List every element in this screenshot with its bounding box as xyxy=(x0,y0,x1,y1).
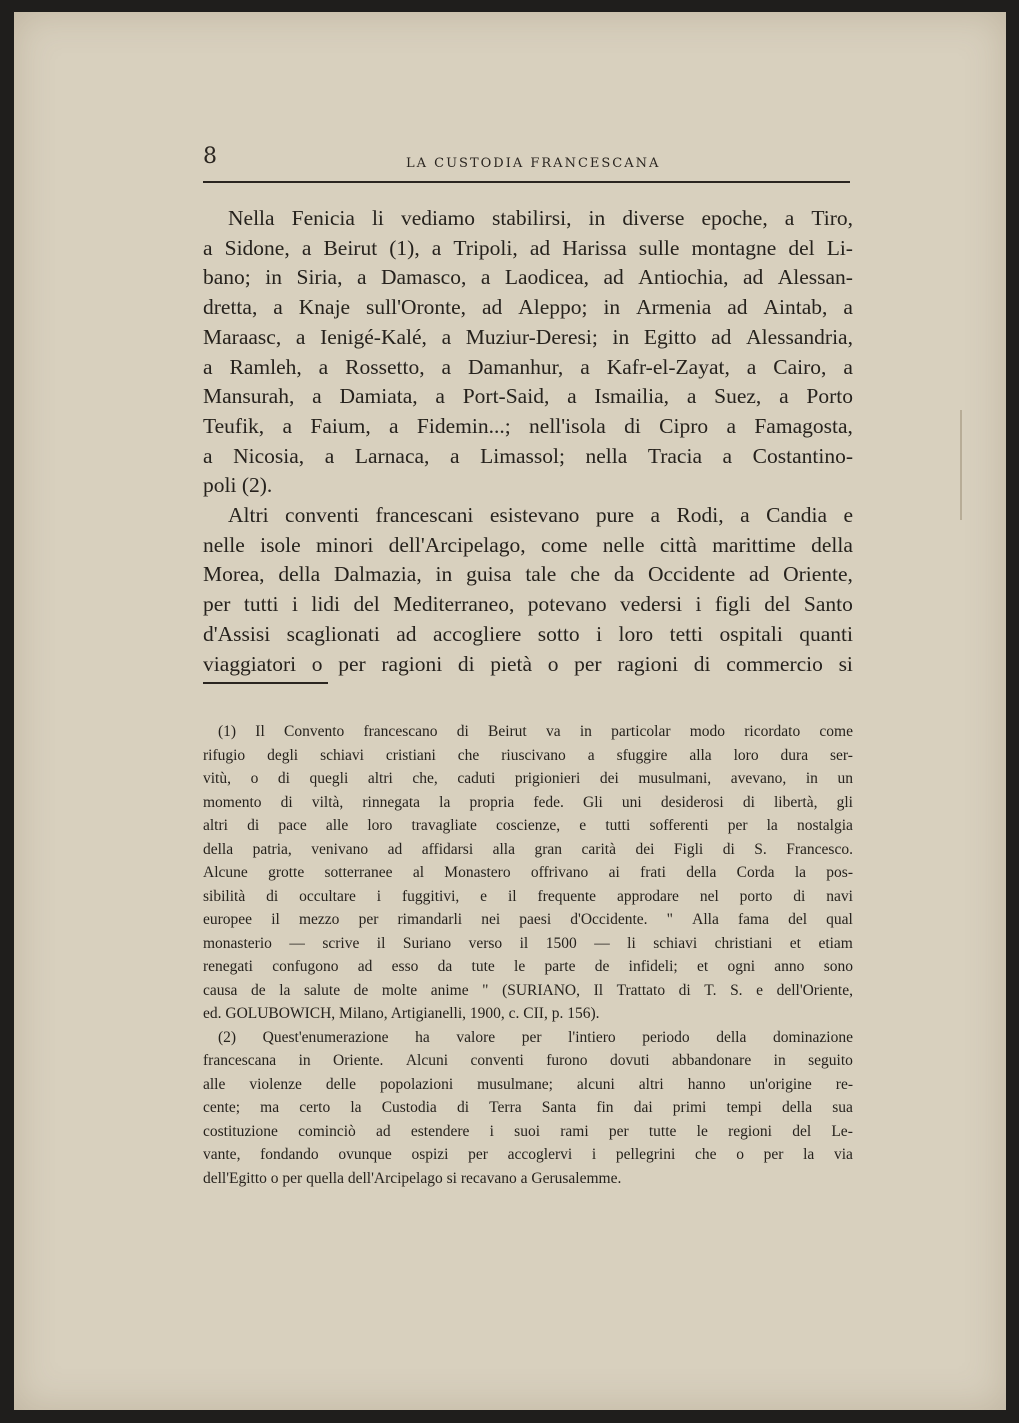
footnote-line: della patria, venivano ad affidarsi alla gran carità dei Figli di S. Francesco. xyxy=(203,840,853,858)
text-line: Maraasc, a Ienigé-Kalé, a Muziur-Deresi; in Egitto ad Alessandria, xyxy=(203,324,853,349)
footnote-line: (2) Quest'enumerazione ha valore per l'intiero periodo della dominazione xyxy=(218,1028,853,1046)
footnote-line: europee il mezzo per rimandarli nei paesi d'Occidente. " Alla fama del qual xyxy=(203,911,853,928)
footnotes xyxy=(203,720,853,1190)
footnote-line: dell'Egitto o per quella dell'Arcipelago si recavano a Gerusalemme. xyxy=(203,1169,622,1187)
text-line: Morea, della Dalmazia, in guisa tale che da Occidente ad Oriente, xyxy=(203,562,853,587)
header-rule xyxy=(203,181,850,183)
footnote-line: costituzione cominciò ad estendere i suoi rami per tutte le regioni del Le- xyxy=(203,1122,853,1140)
text-line: d'Assisi scaglionati ad accogliere sotto i loro tetti ospitali quanti xyxy=(203,621,853,646)
footnote-line: ed. GOLUBOWICH, Milano, Artigianelli, 1900, c. CII, p. 156). xyxy=(203,1005,600,1022)
text-line: poli (2). xyxy=(203,473,273,498)
margin-mark xyxy=(960,410,962,520)
text-line: per tutti i lidi del Mediterraneo, potevano vedersi i figli del Santo xyxy=(203,592,853,617)
page-number: 8 xyxy=(203,144,217,169)
footnote-line: alle violenze delle popolazioni musulmane; alcuni altri hanno un'origine re- xyxy=(203,1075,853,1093)
footnote-line: vitù, o di quegli altri che, caduti prigionieri dei musulmani, avevano, in un xyxy=(203,770,853,787)
text-line: Mansurah, a Damiata, a Port-Said, a Ismailia, a Suez, a Porto xyxy=(203,384,853,409)
footnote-line: (1) Il Convento francescano di Beirut va in particolar modo ricordato come xyxy=(218,723,853,740)
text-line: a Nicosia, a Larnaca, a Limassol; nella Tracia a Costantino- xyxy=(203,443,853,468)
footnote-line: Alcune grotte sotterranee al Monastero offrivano ai frati della Corda la pos- xyxy=(203,864,853,881)
footnote-line: causa de la salute de molte anime " (SURIANO, Il Trattato di T. S. e dell'Oriente, xyxy=(203,981,853,999)
footnote-rule xyxy=(203,682,328,684)
text-line: Teufik, a Faium, a Fidemin...; nell'isola di Cipro a Famagosta, xyxy=(203,413,853,438)
text-line: dretta, a Knaje sull'Oronte, ad Aleppo; in Armenia ad Aintab, a xyxy=(203,295,853,320)
footnote-line: rifugio degli schiavi cristiani che riuscivano a sfuggire alla loro dura ser- xyxy=(203,746,853,764)
footnote-line: altri di pace alle loro travagliate coscienze, e tutti sofferenti per la nostalgia xyxy=(203,817,853,834)
footnote-line: monasterio — scrive il Suriano verso il 1500 — li schiavi christiani et etiam xyxy=(203,934,853,952)
text-line: bano; in Siria, a Damasco, a Laodicea, ad Antiochia, ad Alessan- xyxy=(203,265,853,290)
footnote-line: renegati confugono ad esso da tute le parte de infideli; et ogni anno sono xyxy=(203,958,853,975)
text-line: Nella Fenicia li vediamo stabilirsi, in diverse epoche, a Tiro, xyxy=(228,206,853,230)
text-line: a Sidone, a Beirut (1), a Tripoli, ad Harissa sulle montagne del Li- xyxy=(203,235,853,260)
text-line: nelle isole minori dell'Arcipelago, come nelle città marittime della xyxy=(203,532,853,557)
text-line: Altri conventi francescani esistevano pure a Rodi, a Candia e xyxy=(228,503,853,528)
footnote-line: cente; ma certo la Custodia di Terra Santa fin dai primi tempi della sua xyxy=(203,1099,853,1116)
main-text xyxy=(203,204,853,679)
footnote-line: momento di viltà, rinnegata la propria fede. Gli uni desiderosi di libertà, gli xyxy=(203,793,853,811)
footnote-line: sibilità di occultare i fuggitivi, e il frequente approdare nel porto di navi xyxy=(203,887,853,905)
text-line: a Ramleh, a Rossetto, a Damanhur, a Kafr-el-Zayat, a Cairo, a xyxy=(203,354,853,379)
text-line: viaggiatori o per ragioni di pietà o per ragioni di commercio si xyxy=(203,651,853,676)
running-head: LA CUSTODIA FRANCESCANA xyxy=(406,156,661,171)
footnote-line: francescana in Oriente. Alcuni conventi furono dovuti abbandonare in seguito xyxy=(203,1052,853,1069)
footnote-line: vante, fondando ovunque ospizi per accoglervi i pellegrini che o per la via xyxy=(203,1146,853,1163)
